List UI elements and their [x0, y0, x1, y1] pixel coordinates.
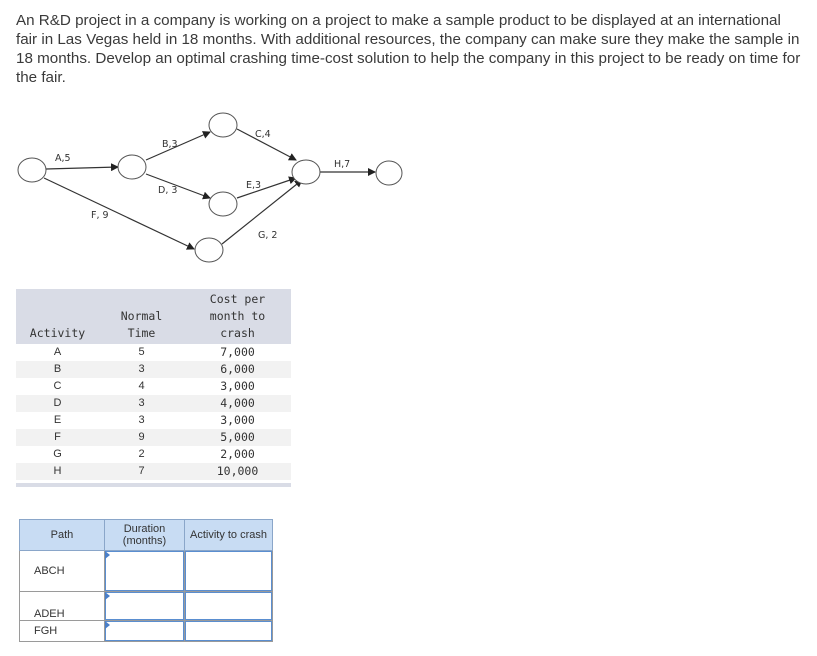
input-marker-icon: [105, 592, 110, 600]
table-bottom-bar: [16, 483, 291, 487]
answer-header-path: Path: [20, 520, 105, 551]
edge-label-h: H,7: [334, 159, 351, 170]
edge-a: [46, 167, 118, 169]
edge-label-e: E,3: [246, 180, 262, 191]
table-row: E 3 3,000: [53, 413, 255, 427]
activity-table: [16, 289, 291, 480]
network-diagram: [0, 0, 817, 290]
edge-b: [146, 132, 210, 160]
activity-input-fgh[interactable]: [185, 621, 272, 641]
table-row: B 3 6,000: [16, 361, 291, 378]
node-4: [209, 192, 237, 216]
answer-row: [20, 621, 273, 642]
edge-label-d: D, 3: [158, 185, 178, 196]
table-row: D 3 4,000: [16, 395, 291, 412]
answer-path: ABCH: [20, 551, 105, 592]
input-marker-icon: [105, 621, 110, 629]
table-row: F 9 5,000: [16, 429, 291, 446]
answer-path: FGH: [20, 621, 105, 642]
node-6: [292, 160, 320, 184]
table-row: C 4 3,000: [53, 379, 255, 393]
duration-input-adeh[interactable]: [105, 592, 184, 620]
activity-input-adeh[interactable]: [185, 592, 272, 620]
answer-header-activity: Activity to crash: [185, 520, 273, 551]
table-row: H 7 10,000: [16, 463, 291, 480]
answer-path: ADEH: [20, 592, 105, 621]
header-cost: Cost per month to crash: [184, 289, 291, 344]
table-row: G 2 2,000: [53, 447, 255, 461]
duration-input-abch[interactable]: [105, 551, 184, 591]
answer-table: [19, 519, 273, 642]
activity-input-abch[interactable]: [185, 551, 272, 591]
node-5: [195, 238, 223, 262]
answer-row: [20, 592, 273, 621]
edge-d: [146, 174, 210, 198]
answer-header-duration: Duration (months): [105, 520, 185, 551]
edge-label-c: C,4: [255, 129, 271, 140]
node-2: [118, 155, 146, 179]
header-normal-time: Normal Time: [99, 289, 184, 344]
edge-label-f: F, 9: [91, 210, 109, 221]
header-activity: Activity: [16, 289, 99, 344]
table-row: A 5 7,000: [53, 345, 255, 359]
node-7: [376, 161, 402, 185]
edge-label-g: G, 2: [258, 230, 278, 241]
answer-row: [20, 551, 273, 592]
duration-input-fgh[interactable]: [105, 621, 184, 641]
problem-statement: An R&D project in a company is working on a project to make a sample product to be displayed at an international fair in Las Vegas held in 18 months. With additional resources, the company can make sure they make the sample in 18 months. Develop an optimal crashing time-cost solution to help the company in this project to be ready on time for the fair.: [16, 12, 801, 86]
input-marker-icon: [105, 551, 110, 559]
node-1: [18, 158, 46, 182]
edge-label-b: B,3: [162, 139, 178, 150]
node-3: [209, 113, 237, 137]
edge-label-a: A,5: [55, 153, 71, 164]
